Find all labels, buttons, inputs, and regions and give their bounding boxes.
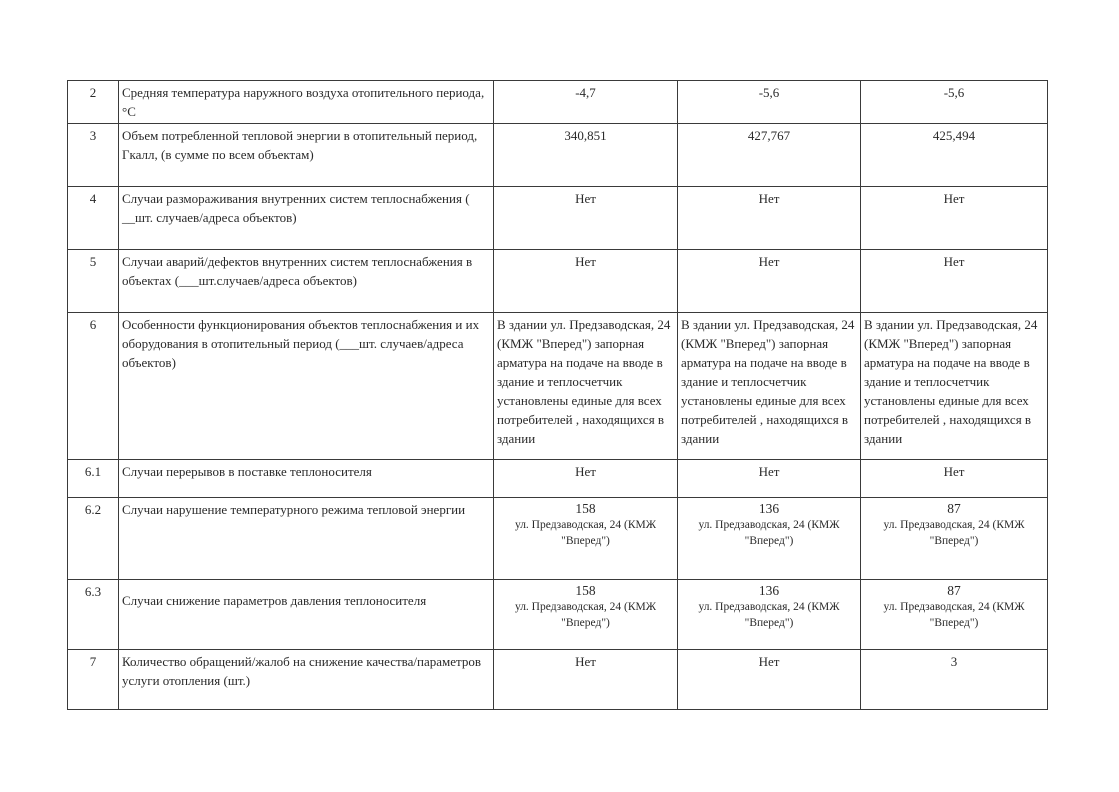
- note-cell: В здании ул. Предзаводская, 24 (КМЖ "Вперед") запорная арматура на подаче на вводе в здание и теплосчетчик установлены единые для всех потребителей , находящихся в здании: [678, 313, 861, 460]
- value-cell: [494, 498, 678, 580]
- heating-report-table: [67, 80, 1048, 710]
- row-number: 6.3: [68, 580, 119, 650]
- incident-address: ул. Предзаводская, 24 (КМЖ "Вперед"): [698, 601, 840, 629]
- value-cell: 427,767: [678, 124, 861, 187]
- incident-address: ул. Предзаводская, 24 (КМЖ "Вперед"): [883, 601, 1025, 629]
- row-number: 6.1: [68, 460, 119, 498]
- incident-address: ул. Предзаводская, 24 (КМЖ "Вперед"): [514, 519, 657, 547]
- row-description: Случаи аварий/дефектов внутренних систем теплоснабжения в объектах (___шт.случаев/адреса объектов): [119, 250, 494, 313]
- row-number: 2: [68, 81, 119, 124]
- row-description: Объем потребленной тепловой энергии в отопительный период, Гкалл, (в сумме по всем объектам): [119, 124, 494, 187]
- table-row: [68, 187, 1048, 250]
- row-number: 5: [68, 250, 119, 313]
- row-description-text: Случаи снижение параметров давления теплоносителя: [122, 593, 427, 608]
- row-description: [119, 580, 494, 650]
- note-cell: В здании ул. Предзаводская, 24 (КМЖ "Вперед") запорная арматура на подаче на вводе в здание и теплосчетчик установлены единые для всех потребителей , находящихся в здании: [861, 313, 1048, 460]
- value-cell: -4,7: [494, 81, 678, 124]
- table-row: [68, 460, 1048, 498]
- value-cell: Нет: [494, 187, 678, 250]
- table-row: [68, 313, 1048, 460]
- table-row: [68, 81, 1048, 124]
- table-row: [68, 498, 1048, 580]
- incident-count: 136: [758, 583, 780, 598]
- value-cell: Нет: [678, 650, 861, 710]
- value-cell: -5,6: [678, 81, 861, 124]
- row-number: 3: [68, 124, 119, 187]
- row-number: 4: [68, 187, 119, 250]
- row-description: Количество обращений/жалоб на снижение качества/параметров услуги отопления (шт.): [119, 650, 494, 710]
- incident-count: 158: [575, 583, 596, 598]
- value-cell: Нет: [861, 460, 1048, 498]
- value-cell: [678, 498, 861, 580]
- row-description: Случаи размораживания внутренних систем теплоснабжения ( __шт. случаев/адреса объектов): [119, 187, 494, 250]
- value-cell: Нет: [861, 250, 1048, 313]
- value-cell: [861, 580, 1048, 650]
- incident-count: 87: [947, 583, 961, 598]
- value-cell: Нет: [494, 250, 678, 313]
- incident-count: 136: [758, 501, 780, 516]
- value-cell: 3: [861, 650, 1048, 710]
- row-number: 7: [68, 650, 119, 710]
- row-number: 6.2: [68, 498, 119, 580]
- row-description: Особенности функционирования объектов теплоснабжения и их оборудования в отопительный период (___шт. случаев/адреса объектов): [119, 313, 494, 460]
- value-cell: Нет: [678, 187, 861, 250]
- value-cell: [861, 498, 1048, 580]
- note-cell: В здании ул. Предзаводская, 24 (КМЖ "Вперед") запорная арматура на подаче на вводе в здание и теплосчетчик установлены единые для всех потребителей , находящихся в здании: [494, 313, 678, 460]
- table-row: [68, 250, 1048, 313]
- value-cell: -5,6: [861, 81, 1048, 124]
- row-description: Случаи нарушение температурного режима тепловой энергии: [119, 498, 494, 580]
- value-cell: 425,494: [861, 124, 1048, 187]
- incident-address: ул. Предзаводская, 24 (КМЖ "Вперед"): [514, 601, 657, 629]
- value-cell: [494, 580, 678, 650]
- table-row: [68, 580, 1048, 650]
- incident-count: 87: [947, 501, 961, 516]
- value-cell: Нет: [678, 460, 861, 498]
- value-cell: [678, 580, 861, 650]
- value-cell: 340,851: [494, 124, 678, 187]
- row-description: Случаи перерывов в поставке теплоносителя: [119, 460, 494, 498]
- incident-address: ул. Предзаводская, 24 (КМЖ "Вперед"): [698, 519, 840, 547]
- row-description: Средняя температура наружного воздуха отопительного периода, °С: [119, 81, 494, 124]
- value-cell: Нет: [678, 250, 861, 313]
- row-number: 6: [68, 313, 119, 460]
- value-cell: Нет: [861, 187, 1048, 250]
- value-cell: Нет: [494, 460, 678, 498]
- incident-address: ул. Предзаводская, 24 (КМЖ "Вперед"): [883, 519, 1025, 547]
- incident-count: 158: [575, 501, 596, 516]
- value-cell: Нет: [494, 650, 678, 710]
- table-row: [68, 124, 1048, 187]
- table-row: [68, 650, 1048, 710]
